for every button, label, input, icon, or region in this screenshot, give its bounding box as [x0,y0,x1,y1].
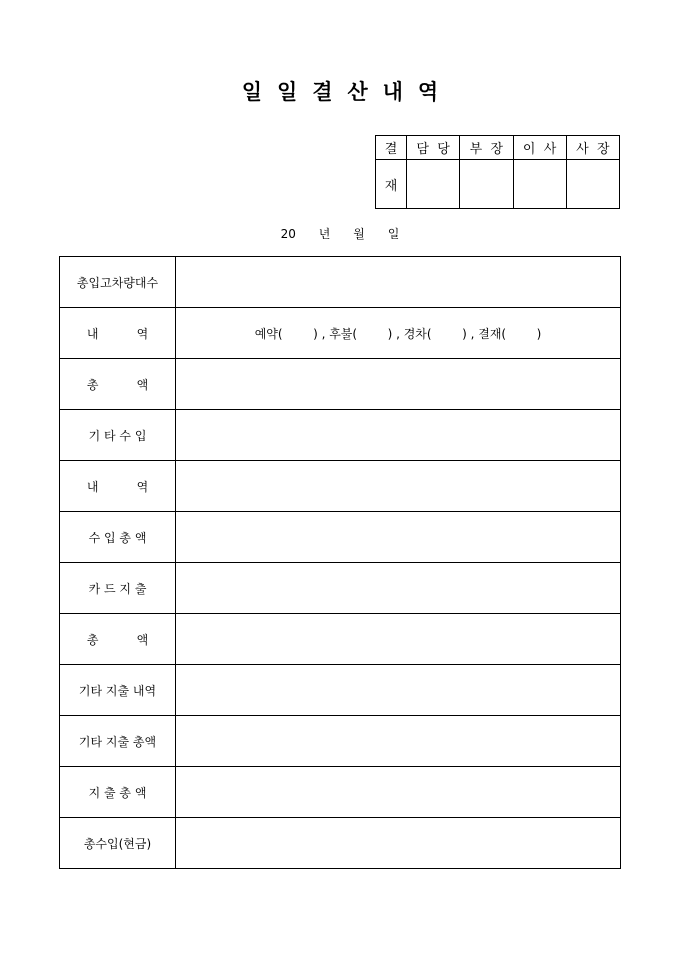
row-label: 총 액 [60,614,176,665]
approval-table [375,135,620,209]
row-value[interactable] [176,410,621,461]
row-value[interactable] [176,512,621,563]
table-row [60,767,621,818]
settlement-table [59,256,621,869]
row-label: 기타 지출 내역 [60,665,176,716]
table-row [60,614,621,665]
row-value[interactable] [176,461,621,512]
row-value[interactable] [176,665,621,716]
approval-header-executive: 이 사 [513,136,566,160]
row-value[interactable] [176,614,621,665]
table-row [60,257,621,308]
table-row [60,563,621,614]
row-value[interactable] [176,767,621,818]
approval-header-director: 부 장 [460,136,513,160]
row-label: 기 타 수 입 [60,410,176,461]
approval-side-bottom: 재 [376,160,407,209]
approval-sign-president[interactable] [566,160,619,209]
approval-sign-manager[interactable] [407,160,460,209]
row-label: 총 액 [60,359,176,410]
row-value[interactable] [176,818,621,869]
row-label: 카 드 지 출 [60,563,176,614]
row-label: 총수입(현금) [60,818,176,869]
approval-header-president: 사 장 [566,136,619,160]
approval-sign-director[interactable] [460,160,513,209]
row-label: 내 역 [60,461,176,512]
approval-side-top: 결 [376,136,407,160]
row-value[interactable] [176,716,621,767]
row-label: 내 역 [60,308,176,359]
approval-sign-executive[interactable] [513,160,566,209]
row-value[interactable] [176,257,621,308]
page-title: 일 일 결 산 내 역 [241,79,439,104]
table-row [60,308,621,359]
table-row [60,410,621,461]
table-row [60,665,621,716]
table-row [60,716,621,767]
table-row [60,512,621,563]
date-line: 20 년 월 일 [280,227,400,241]
table-row [60,461,621,512]
row-label: 수 입 총 액 [60,512,176,563]
row-label: 기타 지출 총액 [60,716,176,767]
approval-header-manager: 담 당 [407,136,460,160]
row-value[interactable] [176,563,621,614]
table-row [60,818,621,869]
row-label: 지 출 총 액 [60,767,176,818]
row-value[interactable]: 예약( ) , 후불( ) , 경차( ) , 결재( ) [176,308,621,359]
row-label: 총입고차량대수 [60,257,176,308]
row-value[interactable] [176,359,621,410]
table-row [60,359,621,410]
